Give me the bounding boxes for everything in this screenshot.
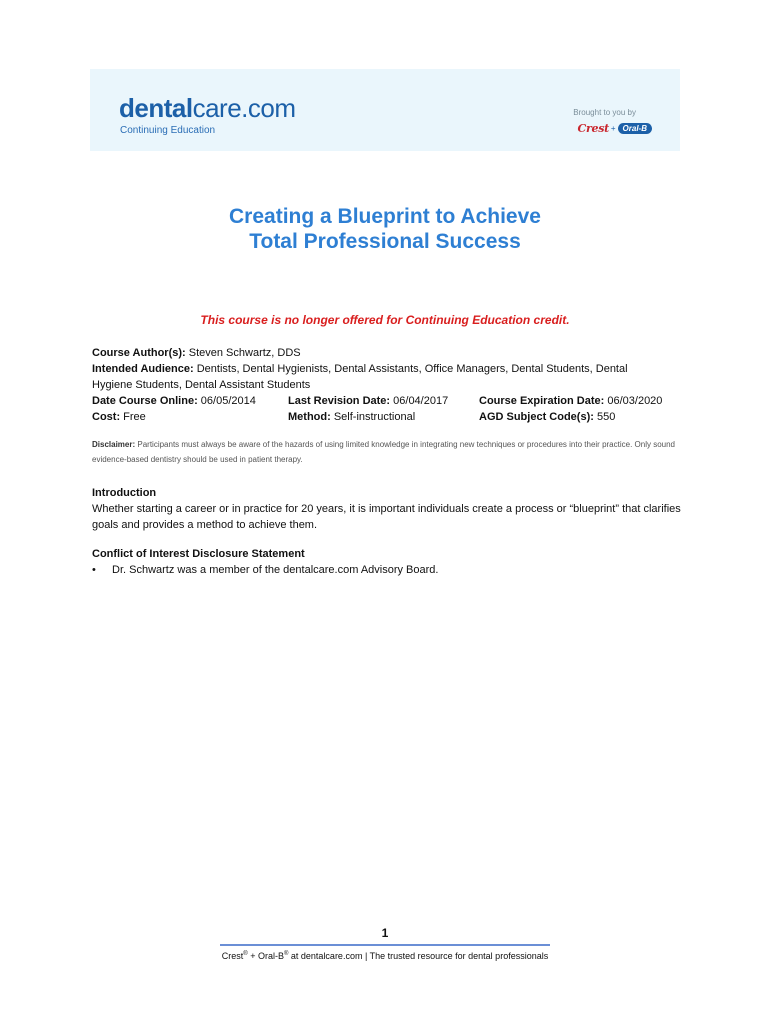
introduction-body: Whether starting a career or in practice for 20 years, it is important individuals create a process or “blueprint” that clarifies goals and provides a method to achieve them. <box>92 503 681 531</box>
expiration-date <box>479 393 662 409</box>
author-value: Steven Schwartz, DDS <box>185 347 301 359</box>
audience-value-cont: Hygiene Students, Dental Assistant Students <box>92 379 311 391</box>
author-label: Course Author(s): <box>92 347 186 359</box>
footer-crest: Crest <box>221 951 244 961</box>
logo-light-text: care.com <box>192 93 296 123</box>
bullet-icon: • <box>92 564 96 576</box>
footer-oralb: + Oral-B <box>247 951 284 961</box>
revision-label: Last Revision Date: <box>288 395 391 407</box>
page-number: 1 <box>381 926 389 940</box>
revision-date <box>288 393 448 409</box>
disclaimer-label: Disclaimer: <box>92 440 136 449</box>
disclaimer-text: Participants must always be aware of the hazards of using limited knowledge in integrating new techniques or procedures into their practice. Only sound evidence-based dentistry should be used in patient therapy. <box>92 440 675 464</box>
logo-subtitle: Continuing Education <box>120 125 216 136</box>
course-title-line1: Creating a Blueprint to Achieve <box>229 205 541 228</box>
oralb-logo: Oral-B <box>618 123 652 134</box>
list-item <box>92 562 682 578</box>
course-title <box>0 204 770 254</box>
logo-bold-text: dental <box>119 93 193 123</box>
expiration-label: Course Expiration Date: <box>479 395 605 407</box>
revision-value: 06/04/2017 <box>390 395 449 407</box>
meta-audience-cont <box>92 377 692 393</box>
footer-rest: at dentalcare.com | The trusted resource for dental professionals <box>288 951 549 961</box>
cost-label: Cost: <box>92 411 121 423</box>
audience-label: Intended Audience: <box>92 363 194 375</box>
conflict-of-interest-section <box>92 546 682 578</box>
course-meta <box>92 345 692 425</box>
brand-plus: + <box>610 124 616 133</box>
introduction-heading: Introduction <box>92 487 157 499</box>
header-banner <box>90 69 680 151</box>
crest-logo: Crest <box>577 122 609 135</box>
footer-divider <box>220 944 550 946</box>
agd-label: AGD Subject Code(s): <box>479 411 594 423</box>
course-title-line2: Total Professional Success <box>249 230 521 253</box>
meta-author <box>92 345 692 361</box>
method-value: Self-instructional <box>330 411 416 423</box>
footer-tagline <box>0 951 770 961</box>
brought-to-you-by: Brought to you by <box>573 108 636 117</box>
dentalcare-logo[interactable] <box>119 94 296 122</box>
disclaimer <box>92 437 682 467</box>
agd-value: 550 <box>593 411 616 423</box>
online-value: 06/05/2014 <box>197 395 256 407</box>
brand-logos <box>578 122 652 135</box>
meta-audience <box>92 361 692 377</box>
coi-bullet-text: Dr. Schwartz was a member of the dentalcare.com Advisory Board. <box>112 564 439 576</box>
footer-reg1: ® <box>243 951 248 957</box>
meta-cost-method <box>92 409 692 425</box>
agd-code <box>479 409 615 425</box>
online-label: Date Course Online: <box>92 395 198 407</box>
method <box>288 409 415 425</box>
introduction-section <box>92 485 682 533</box>
expiration-value: 06/03/2020 <box>604 395 663 407</box>
cost-value: Free <box>120 411 146 423</box>
meta-dates <box>92 393 692 409</box>
coi-heading: Conflict of Interest Disclosure Statement <box>92 548 305 560</box>
cost <box>92 409 146 425</box>
course-notice: This course is no longer offered for Continuing Education credit. <box>200 313 570 327</box>
date-online <box>92 393 256 409</box>
method-label: Method: <box>288 411 331 423</box>
audience-value: Dentists, Dental Hygienists, Dental Assistants, Office Managers, Dental Students, Dental <box>193 363 628 375</box>
footer-reg2: ® <box>283 951 289 957</box>
